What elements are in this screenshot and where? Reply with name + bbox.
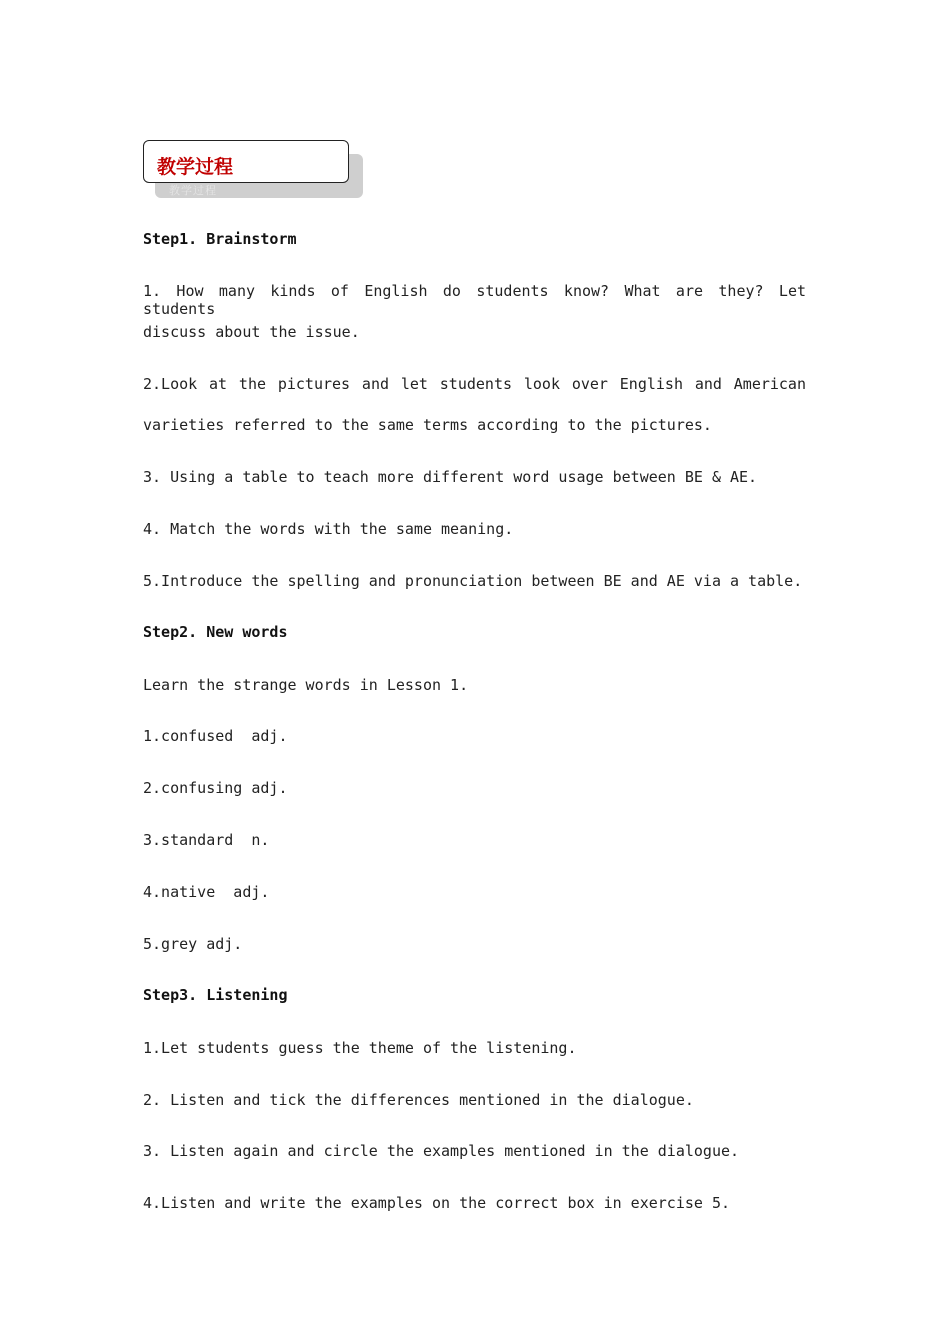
step1-item-5: 5.Introduce the spelling and pronunciation between BE and AE via a table. (143, 572, 803, 590)
section-title: 教学过程 (157, 156, 234, 178)
step2-word-1: 1.confused adj. (143, 727, 288, 745)
step1-item-3: 3. Using a table to teach more different word usage between BE & AE. (143, 468, 758, 486)
step2-intro: Learn the strange words in Lesson 1. (143, 676, 469, 694)
step2-word-4: 4.native adj. (143, 883, 270, 901)
step1-item-1-line-1: 1. How many kinds of English do students know? What are they? Let students (143, 282, 806, 318)
title-shadow-text: 教学过程 (169, 184, 217, 197)
step3-item-4: 4.Listen and write the examples on the correct box in exercise 5. (143, 1194, 730, 1212)
step1-item-1-line-2: discuss about the issue. (143, 323, 360, 341)
step3-item-2: 2. Listen and tick the differences mentioned in the dialogue. (143, 1091, 694, 1109)
title-box-frame (143, 140, 349, 183)
step2-heading: Step2. New words (143, 623, 288, 641)
step1-item-4: 4. Match the words with the same meaning. (143, 520, 514, 538)
step1-item-2-line-1: 2.Look at the pictures and let students look over English and American (143, 375, 806, 393)
step3-item-1: 1.Let students guess the theme of the listening. (143, 1039, 577, 1057)
section-title-box (143, 140, 365, 200)
step3-heading: Step3. Listening (143, 986, 288, 1004)
step2-word-5: 5.grey adj. (143, 935, 243, 953)
step3-item-3: 3. Listen again and circle the examples mentioned in the dialogue. (143, 1142, 740, 1160)
step1-item-2-line-2: varieties referred to the same terms according to the pictures. (143, 416, 712, 434)
step1-heading: Step1. Brainstorm (143, 230, 297, 248)
step2-word-3: 3.standard n. (143, 831, 270, 849)
step2-word-2: 2.confusing adj. (143, 779, 288, 797)
